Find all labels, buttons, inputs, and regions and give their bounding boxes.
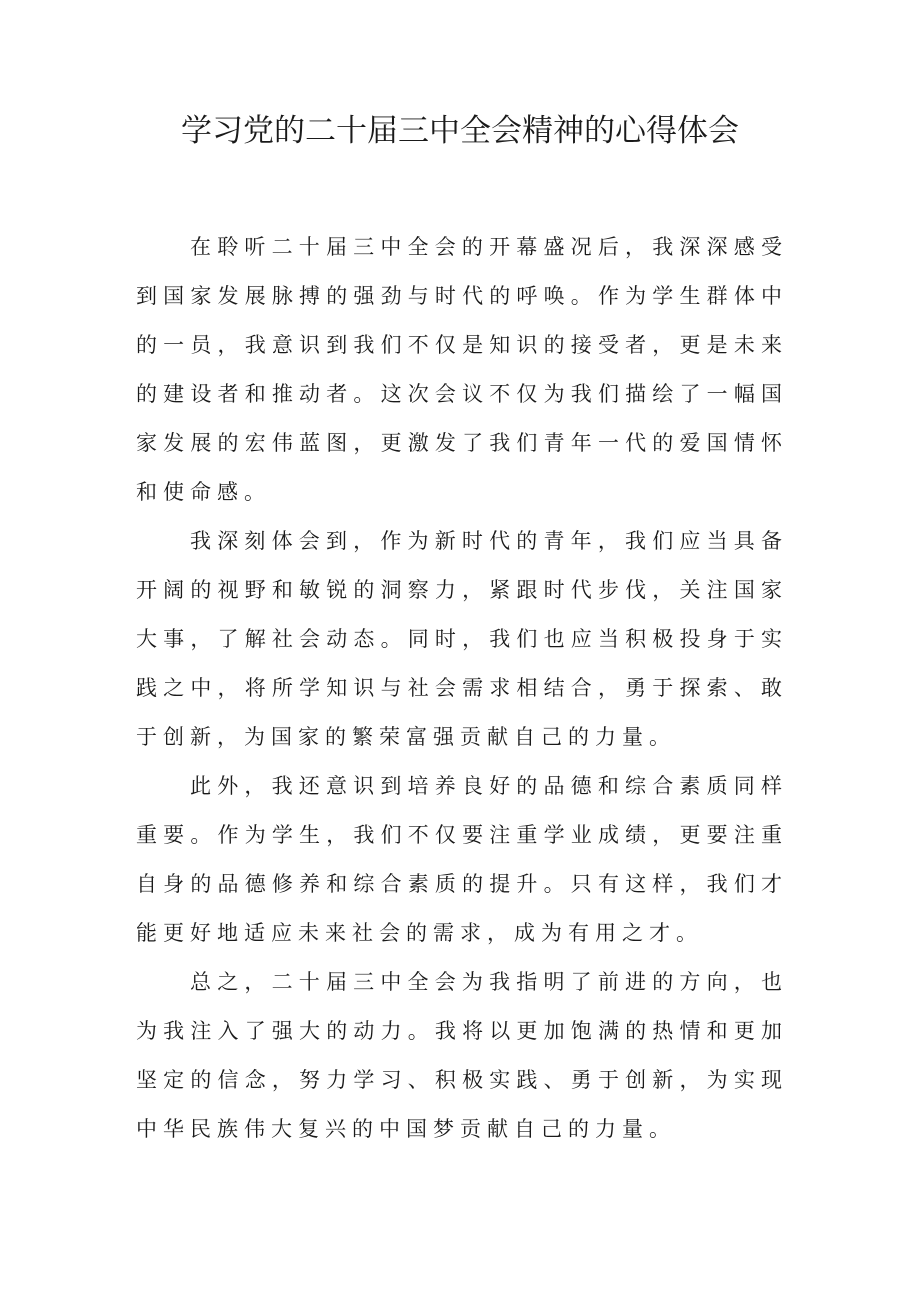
document-body <box>136 223 788 1154</box>
paragraph-1: 在聆听二十届三中全会的开幕盛况后，我深深感受到国家发展脉搏的强劲与时代的呼唤。作为学生群体中的一员，我意识到我们不仅是知识的接受者，更是未来的建设者和推动者。这次会议不仅为我们描绘了一幅国家发展的宏伟蓝图，更激发了我们青年一代的爱国情怀和使命感。 <box>136 235 788 504</box>
paragraph-2: 我深刻体会到，作为新时代的青年，我们应当具备开阔的视野和敏锐的洞察力，紧跟时代步伐，关注国家大事，了解社会动态。同时，我们也应当积极投身于实践之中，将所学知识与社会需求相结合，勇于探索、敢于创新，为国家的繁荣富强贡献自己的力量。 <box>136 529 788 749</box>
paragraph-3: 此外，我还意识到培养良好的品德和综合素质同样重要。作为学生，我们不仅要注重学业成绩，更要注重自身的品德修养和综合素质的提升。只有这样，我们才能更好地适应未来社会的需求，成为有用之才。 <box>136 774 788 945</box>
paragraph-4: 总之，二十届三中全会为我指明了前进的方向，也为我注入了强大的动力。我将以更加饱满的热情和更加坚定的信念，努力学习、积极实践、勇于创新，为实现中华民族伟大复兴的中国梦贡献自己的力量。 <box>136 970 788 1141</box>
document-title: 学习党的二十届三中全会精神的心得体会 <box>181 113 739 149</box>
